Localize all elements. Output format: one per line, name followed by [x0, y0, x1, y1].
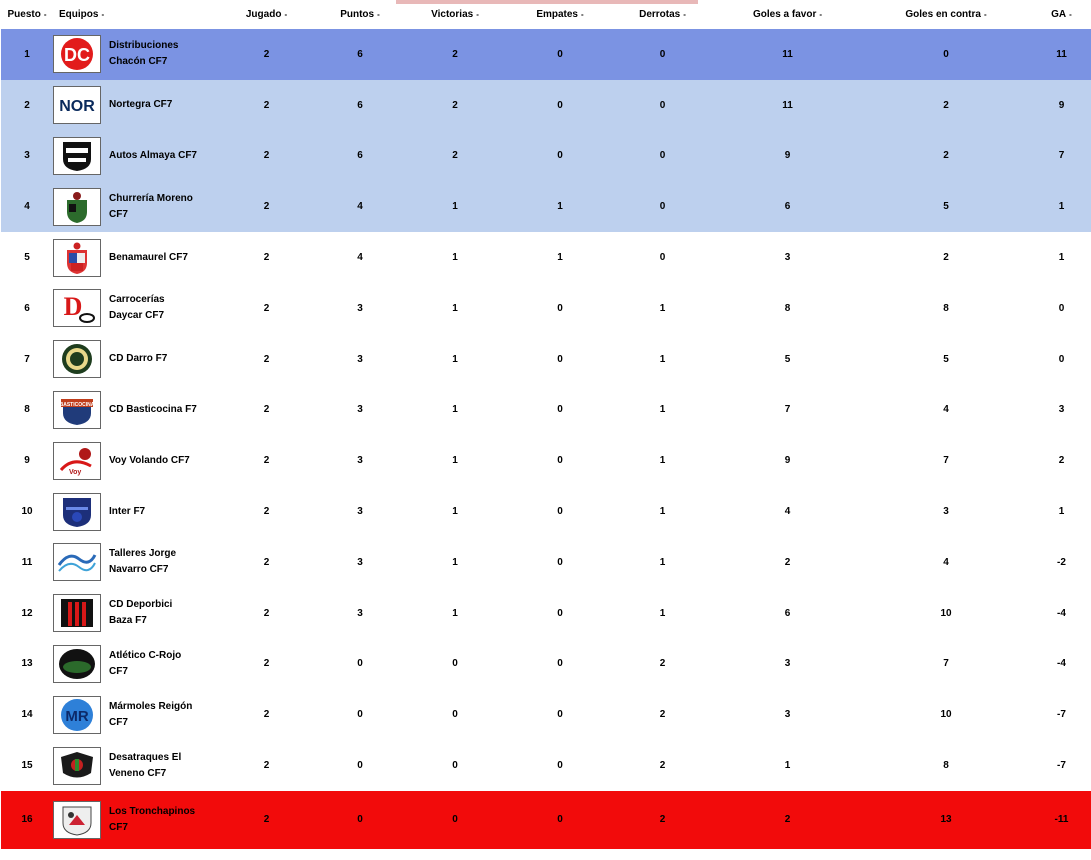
position-cell: 11 — [21, 556, 33, 568]
team-cell — [53, 29, 213, 80]
inter-logo[interactable] — [53, 493, 101, 531]
team-name-link[interactable]: Talleres Jorge Navarro CF7 — [109, 548, 177, 576]
position-cell: 13 — [21, 658, 33, 670]
svg-text:NOR: NOR — [59, 98, 95, 116]
derrotas-cell: 2 — [659, 760, 666, 772]
jugado-cell: 2 — [263, 709, 270, 721]
goles-en-contra-cell: 8 — [943, 760, 949, 772]
goles-en-contra-cell: 13 — [860, 791, 1032, 849]
position-cell: 3 — [1, 131, 53, 182]
jugado-cell: 2 — [263, 353, 270, 365]
team-cell — [53, 232, 213, 283]
ga-cell: -4 — [1057, 658, 1066, 670]
jugado-cell: 2 — [263, 302, 270, 314]
ga-cell: 1 — [1032, 181, 1091, 232]
victorias-cell: 1 — [452, 506, 458, 518]
ga-cell: -2 — [1057, 556, 1066, 568]
veneno-logo[interactable] — [53, 747, 101, 785]
puntos-cell: 0 — [357, 760, 363, 772]
victorias-cell: 1 — [452, 607, 458, 619]
ga-cell: -7 — [1057, 709, 1066, 721]
goles-en-contra-cell: 5 — [943, 353, 949, 365]
puntos-cell: 6 — [320, 131, 400, 182]
table-row — [1, 181, 1091, 232]
puntos-cell: 0 — [357, 658, 363, 670]
sort-caret-icon: - — [476, 10, 479, 19]
table-row — [1, 385, 1091, 436]
empates-cell: 0 — [510, 131, 610, 182]
goles-en-contra-cell: 2 — [860, 131, 1032, 182]
victorias-cell: 1 — [452, 455, 458, 467]
derrotas-cell: 0 — [610, 131, 715, 182]
puntos-cell: 3 — [357, 506, 363, 518]
empates-cell: 1 — [557, 252, 563, 264]
goles-a-favor-cell: 2 — [715, 791, 860, 849]
team-cell — [53, 486, 213, 537]
header-puntos[interactable]: Puntos - — [340, 9, 380, 20]
table-row — [1, 435, 1091, 486]
goles-en-contra-cell: 3 — [943, 506, 949, 518]
derrotas-cell: 0 — [610, 181, 715, 232]
goles-en-contra-cell: 0 — [860, 29, 1032, 80]
team-name-link[interactable]: Carrocerías Daycar CF7 — [109, 294, 165, 322]
goles-en-contra-cell: 7 — [943, 658, 949, 670]
team-cell — [53, 435, 213, 486]
basticocina-logo[interactable] — [53, 391, 101, 429]
goles-en-contra-cell: 10 — [940, 709, 952, 721]
derrotas-cell: 1 — [659, 404, 666, 416]
empates-cell: 0 — [557, 506, 563, 518]
goles-en-contra-cell: 10 — [940, 607, 952, 619]
derrotas-cell: 1 — [659, 607, 666, 619]
puntos-cell: 3 — [357, 556, 363, 568]
header-victorias[interactable]: Victorias - — [431, 9, 479, 20]
team-name-link[interactable]: Benamaurel CF7 — [109, 251, 188, 263]
goles-en-contra-cell: 5 — [860, 181, 1032, 232]
victorias-cell: 0 — [452, 709, 458, 721]
victorias-cell: 0 — [400, 791, 510, 849]
sort-caret-icon: - — [683, 10, 686, 19]
victorias-cell: 1 — [452, 302, 458, 314]
ga-cell: 1 — [1058, 252, 1065, 264]
empates-cell: 1 — [510, 181, 610, 232]
svg-text:MR: MR — [65, 707, 89, 725]
goles-a-favor-cell: 7 — [784, 404, 791, 416]
puntos-cell: 3 — [357, 455, 363, 467]
goles-a-favor-cell: 6 — [784, 607, 791, 619]
sort-caret-icon: - — [284, 10, 288, 19]
ga-cell: -11 — [1032, 791, 1091, 849]
position-cell: 4 — [1, 181, 53, 232]
position-cell: 1 — [1, 29, 53, 80]
table-row — [1, 588, 1091, 639]
crest-green-logo[interactable] — [53, 188, 101, 226]
goles-a-favor-cell: 9 — [715, 131, 860, 182]
goles-en-contra-cell: 8 — [943, 302, 949, 314]
team-cell — [53, 131, 213, 182]
nor-logo[interactable] — [53, 86, 101, 124]
derrotas-cell: 0 — [659, 252, 666, 264]
jugado-cell: 2 — [263, 455, 270, 467]
table-row — [1, 80, 1091, 131]
victorias-cell: 2 — [400, 29, 510, 80]
team-name-link[interactable]: Autos Almaya CF7 — [109, 149, 197, 161]
position-cell: 6 — [24, 302, 30, 314]
empates-cell: 0 — [510, 80, 610, 131]
ga-cell: -7 — [1057, 760, 1066, 772]
team-cell — [53, 283, 213, 334]
team-name-link[interactable]: CD Deporbici Baza F7 — [109, 599, 173, 627]
goles-en-contra-cell: 2 — [860, 80, 1032, 131]
svg-text:Voy: Voy — [69, 468, 82, 476]
victorias-cell: 1 — [452, 404, 458, 416]
derrotas-cell: 1 — [659, 506, 666, 518]
goles-a-favor-cell: 11 — [715, 80, 860, 131]
goles-en-contra-cell: 4 — [943, 556, 949, 568]
team-name-link[interactable]: Atlético C-Rojo CF7 — [109, 649, 182, 677]
sort-caret-icon: - — [377, 10, 380, 19]
empates-cell: 0 — [557, 353, 563, 365]
goles-a-favor-cell: 6 — [715, 181, 860, 232]
goles-en-contra-cell: 4 — [943, 404, 949, 416]
victorias-cell: 1 — [400, 181, 510, 232]
position-cell: 12 — [21, 607, 33, 619]
header-goles-en-contra[interactable]: Goles en contra - — [905, 9, 987, 20]
round-badge-logo[interactable] — [53, 340, 101, 378]
jugado-cell: 2 — [213, 131, 320, 182]
team-name-link[interactable]: Mármoles Reigón CF7 — [109, 700, 193, 728]
team-cell — [53, 639, 213, 690]
empates-cell: 0 — [557, 607, 563, 619]
team-cell — [53, 588, 213, 639]
team-cell — [53, 334, 213, 385]
ga-cell: 11 — [1032, 29, 1091, 80]
table-row — [1, 740, 1091, 791]
jugado-cell: 2 — [263, 556, 270, 568]
team-cell — [53, 385, 213, 436]
position-cell: 15 — [21, 760, 33, 772]
d-red-logo[interactable] — [53, 289, 101, 327]
header-goles-a-favor[interactable]: Goles a favor - — [752, 9, 823, 20]
victorias-cell: 0 — [452, 760, 458, 772]
team-name-link[interactable]: Voy Volando CF7 — [109, 454, 190, 466]
table-row — [1, 689, 1091, 740]
empates-cell: 0 — [557, 709, 563, 721]
jugado-cell: 2 — [263, 658, 270, 670]
puntos-cell: 4 — [320, 181, 400, 232]
team-cell — [53, 537, 213, 588]
jugado-cell: 2 — [213, 181, 320, 232]
goles-a-favor-cell: 3 — [784, 709, 791, 721]
derrotas-cell: 1 — [659, 353, 666, 365]
puntos-cell: 0 — [357, 709, 363, 721]
crest-heraldic-logo[interactable] — [53, 239, 101, 277]
team-cell — [53, 791, 213, 849]
team-cell — [53, 689, 213, 740]
empates-cell: 0 — [557, 302, 563, 314]
mr-blue-logo[interactable] — [53, 696, 101, 734]
position-cell: 5 — [24, 252, 30, 264]
ga-cell: 2 — [1058, 455, 1065, 467]
derrotas-cell: 0 — [610, 29, 715, 80]
sort-caret-icon: - — [101, 10, 105, 19]
goles-a-favor-cell: 2 — [784, 556, 791, 568]
svg-text:D: D — [63, 292, 83, 322]
empates-cell: 0 — [510, 29, 610, 80]
ga-cell: 3 — [1058, 404, 1065, 416]
derrotas-cell: 2 — [659, 709, 666, 721]
position-cell: 7 — [24, 353, 30, 365]
table-header-row — [1, 0, 1091, 29]
empates-cell: 0 — [557, 404, 563, 416]
ga-cell: 0 — [1058, 302, 1065, 314]
dc-logo[interactable] — [53, 35, 101, 73]
position-cell: 14 — [21, 709, 33, 721]
empates-cell: 0 — [557, 455, 563, 467]
table-row — [1, 486, 1091, 537]
wave-logo[interactable] — [53, 543, 101, 581]
puntos-cell: 0 — [320, 791, 400, 849]
goles-en-contra-cell: 2 — [943, 252, 949, 264]
derrotas-cell: 1 — [659, 556, 666, 568]
dark-round-logo[interactable] — [53, 645, 101, 683]
header-derrotas[interactable]: Derrotas - — [639, 9, 686, 20]
sort-caret-icon: - — [581, 10, 584, 19]
goles-a-favor-cell: 3 — [784, 252, 791, 264]
puntos-cell: 6 — [320, 80, 400, 131]
position-cell: 8 — [24, 404, 30, 416]
ga-cell: 0 — [1058, 353, 1065, 365]
table-row — [1, 537, 1091, 588]
table-row — [1, 232, 1091, 283]
empates-cell: 0 — [557, 556, 563, 568]
header-puesto[interactable]: Puesto - — [7, 9, 47, 20]
goles-a-favor-cell: 4 — [784, 506, 791, 518]
sort-caret-icon: - — [1069, 10, 1072, 19]
puntos-cell: 3 — [357, 607, 363, 619]
goles-a-favor-cell: 11 — [715, 29, 860, 80]
team-name-link[interactable]: Desatraques El Veneno CF7 — [109, 751, 182, 779]
header-equipos[interactable]: Equipos - — [59, 9, 105, 20]
svg-text:DC: DC — [64, 45, 90, 66]
puntos-cell: 3 — [357, 353, 363, 365]
team-cell — [53, 80, 213, 131]
header-jugado[interactable]: Jugado - — [245, 9, 288, 20]
puntos-cell: 3 — [357, 404, 363, 416]
derrotas-cell: 1 — [659, 455, 666, 467]
team-name-link[interactable]: Los Tronchapinos CF7 — [109, 805, 196, 833]
jugado-cell: 2 — [263, 506, 270, 518]
ga-cell: -4 — [1057, 607, 1066, 619]
shield-logo[interactable] — [53, 137, 101, 175]
derrotas-cell: 1 — [659, 302, 666, 314]
table-row — [1, 791, 1091, 849]
team-name-link[interactable]: Nortegra CF7 — [109, 99, 173, 111]
puntos-cell: 4 — [357, 252, 363, 264]
jugado-cell: 2 — [213, 791, 320, 849]
team-cell — [53, 740, 213, 791]
sort-caret-icon: - — [43, 10, 47, 19]
victorias-cell: 1 — [452, 353, 458, 365]
jugado-cell: 2 — [263, 760, 270, 772]
victorias-cell: 1 — [452, 252, 458, 264]
derrotas-cell: 2 — [659, 658, 666, 670]
team-name-link[interactable]: CD Basticocina F7 — [109, 403, 197, 415]
header-empates[interactable]: Empates - — [536, 9, 584, 20]
position-cell: 16 — [1, 791, 53, 849]
header-ga[interactable]: GA - — [1051, 9, 1072, 20]
puntos-cell: 6 — [320, 29, 400, 80]
team-name-link[interactable]: Distribuciones Chacón CF7 — [109, 40, 179, 68]
victorias-cell: 0 — [452, 658, 458, 670]
team-name-link[interactable]: Churrería Moreno CF7 — [109, 192, 193, 220]
table-row — [1, 283, 1091, 334]
goles-en-contra-cell: 7 — [943, 455, 949, 467]
position-cell: 2 — [1, 80, 53, 131]
empates-cell: 0 — [557, 760, 563, 772]
goles-a-favor-cell: 8 — [784, 302, 791, 314]
victorias-cell: 2 — [400, 80, 510, 131]
jugado-cell: 2 — [263, 252, 270, 264]
derrotas-cell: 2 — [610, 791, 715, 849]
victorias-cell: 1 — [452, 556, 458, 568]
position-cell: 10 — [21, 506, 33, 518]
jugado-cell: 2 — [263, 404, 270, 416]
table-row — [1, 334, 1091, 385]
svg-text:BASTICOCINA: BASTICOCINA — [59, 401, 95, 408]
standings-table — [1, 0, 1091, 849]
ga-cell: 9 — [1032, 80, 1091, 131]
jugado-cell: 2 — [213, 29, 320, 80]
table-row — [1, 639, 1091, 690]
puntos-cell: 3 — [357, 302, 363, 314]
team-name-link[interactable]: CD Darro F7 — [109, 353, 168, 365]
goles-a-favor-cell: 3 — [784, 658, 791, 670]
stripes-logo[interactable] — [53, 594, 101, 632]
ga-cell: 7 — [1032, 131, 1091, 182]
jugado-cell: 2 — [213, 80, 320, 131]
victorias-cell: 2 — [400, 131, 510, 182]
ga-cell: 1 — [1058, 506, 1065, 518]
jugado-cell: 2 — [263, 607, 270, 619]
position-cell: 9 — [24, 455, 30, 467]
voy-volando-logo[interactable] — [53, 442, 101, 480]
empates-cell: 0 — [557, 658, 563, 670]
sort-caret-icon: - — [819, 10, 823, 19]
sort-caret-icon: - — [983, 10, 987, 19]
goles-a-favor-cell: 1 — [784, 760, 791, 772]
tronchapinos-logo[interactable] — [53, 801, 101, 839]
goles-a-favor-cell: 5 — [784, 353, 791, 365]
table-row — [1, 131, 1091, 182]
goles-a-favor-cell: 9 — [784, 455, 791, 467]
table-row — [1, 29, 1091, 80]
derrotas-cell: 0 — [610, 80, 715, 131]
team-cell — [53, 181, 213, 232]
empates-cell: 0 — [510, 791, 610, 849]
team-name-link[interactable]: Inter F7 — [109, 505, 146, 517]
